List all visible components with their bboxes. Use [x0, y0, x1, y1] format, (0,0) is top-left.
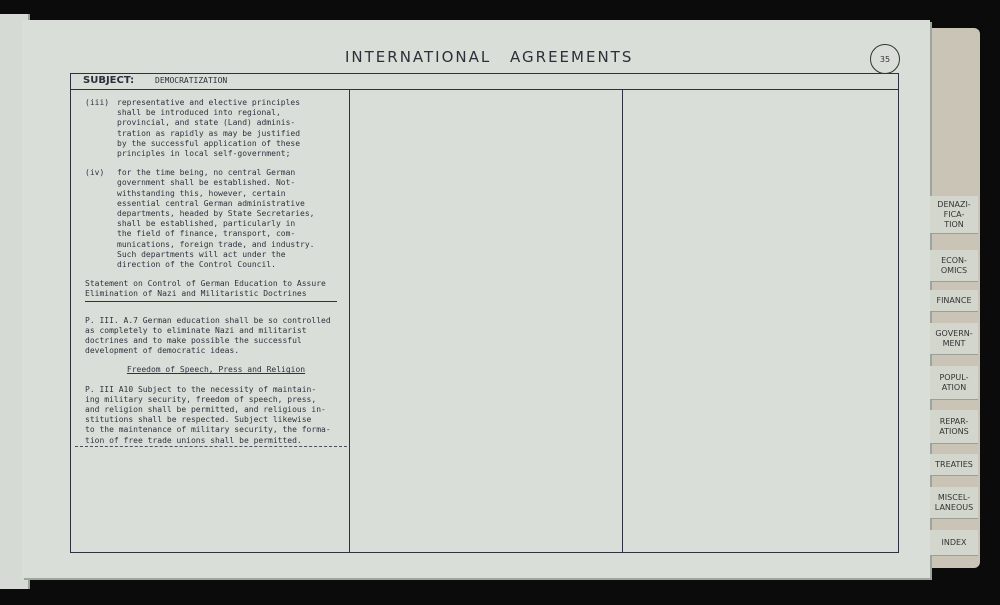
item-number: (iii)	[85, 98, 110, 107]
column-divider-2	[622, 89, 623, 552]
item-text: representative and elective principles shall be introduced into regional, provincial, and state (Land) adminis- tration as rapidly as may be justified by the successful application of these principles in local self-government;	[117, 98, 301, 159]
item-number: (iv)	[85, 168, 105, 178]
tab-treaties[interactable]: TREATIES	[930, 454, 978, 476]
subject-label: SUBJECT:	[83, 75, 135, 86]
tab-denazification[interactable]: DENAZI- FICA- TION	[930, 196, 978, 234]
tab-index[interactable]: INDEX	[930, 530, 978, 556]
tab-miscellaneous[interactable]: MISCEL- LANEOUS	[930, 487, 978, 519]
education-paragraph: P. III. A.7 German education shall be so controlled as completely to eliminate Nazi and militarist doctrines and to make possible the successful development of democratic ideas.	[85, 315, 331, 356]
tab-government[interactable]: GOVERN- MENT	[930, 323, 978, 355]
tab-finance[interactable]: FINANCE	[930, 290, 978, 312]
tab-population[interactable]: POPUL- ATION	[930, 366, 978, 400]
statement-heading: Statement on Control of German Education to Assure Elimination of Nazi and Militaristic Doctrines	[85, 279, 337, 301]
page-number-badge: 35	[870, 44, 900, 74]
column-1-text	[85, 98, 347, 455]
item-text: for the time being, no central German government shall be established. Not- withstanding this, however, certain essential central German administrative departments, headed by State Secretaries, shall be established, particularly in the field of finance, transport, com- munications, foreign trade, and industry. Such departments will act under the direction of the Control Council.	[117, 168, 315, 270]
list-item	[85, 168, 347, 270]
list-item	[85, 98, 347, 159]
tab-reparations[interactable]: REPAR- ATIONS	[930, 410, 978, 444]
subject-value: DEMOCRATIZATION	[155, 76, 228, 85]
ruled-form	[70, 73, 899, 553]
freedom-paragraph: P. III A10 Subject to the necessity of maintain- ing military security, freedom of speech, press, and religion shall be permitted, and religious in- stitutions shall be respected. Subject likewise to the maintenance of military security, the forma- tion of free trade unions shall be permitted.	[85, 384, 331, 445]
tab-economics[interactable]: ECON- OMICS	[930, 250, 978, 282]
column-divider-1	[349, 89, 350, 552]
page-title: INTERNATIONAL AGREEMENTS	[345, 48, 634, 66]
dashed-divider	[75, 446, 347, 447]
freedom-heading: Freedom of Speech, Press and Religion	[126, 365, 306, 375]
subject-row	[71, 74, 898, 90]
